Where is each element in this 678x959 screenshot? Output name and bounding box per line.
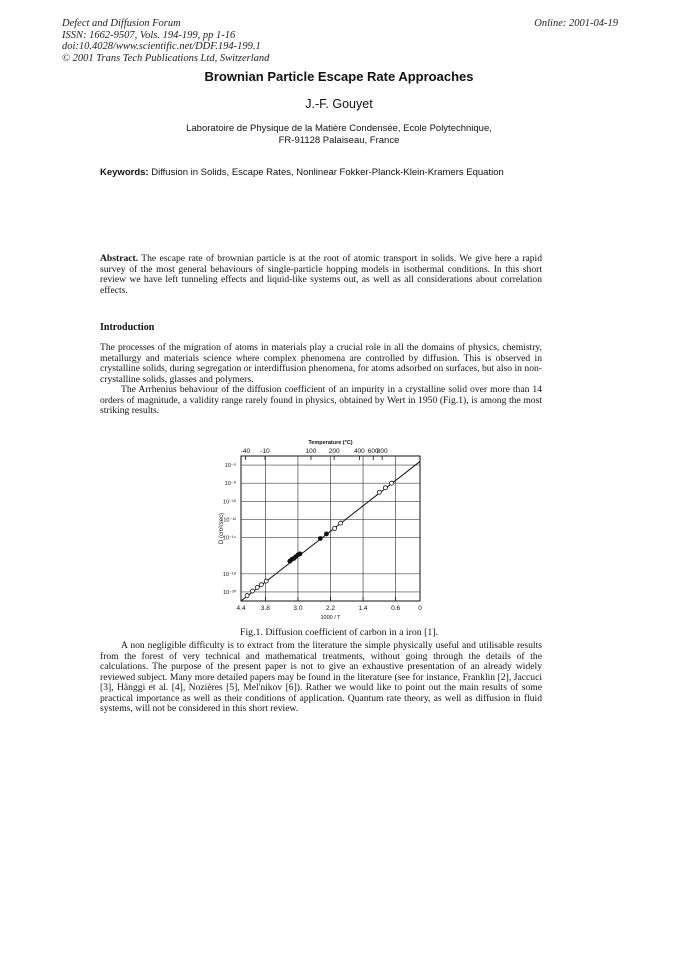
abstract-label: Abstract. <box>100 253 139 264</box>
data-point <box>250 589 254 593</box>
data-point <box>383 486 387 490</box>
y-tick-label: 10⁻¹⁰ <box>222 499 236 506</box>
data-point <box>339 521 343 525</box>
diffusion-chart <box>196 438 436 624</box>
intro-paragraph-3: A non negligible difficulty is to extract from the literature the simple physically useful and utilisable results from the forest of very technical and mathematical treatments, without going through the details of the calculations. The purpose of the present paper is not to give an exhaustive presentation of an already widely reviewed subject. Many more detailed papers may be found in the literature (see for instance, Franklin [2], Jaccuci [3], Hänggi et al. [4], Nozières [5], Mel'nikov [6]). Rather we would like to point out the main results of some practical importance as well as their conditions of application. Quantum rate theory, as well as diffusion in fluid systems, will not be considered in this short review. <box>100 640 542 714</box>
x-tick-label: 2.2 <box>325 605 336 612</box>
online-date: Online: 2001-04-19 <box>534 18 618 29</box>
intro-paragraph-2: The Arrhenius behaviour of the diffusion coefficient of an impurity in a crystalline solid over more than 14 orders of magnitude, a validity range rarely found in physics, obtained by Wert in 1950 (Fig.1), is among the most striking results. <box>100 384 542 416</box>
top-tick-label: 200 <box>328 448 340 455</box>
x-tick-label: 0.6 <box>391 605 401 612</box>
x-tick-label: 3.0 <box>293 605 303 612</box>
paper-title: Brownian Particle Escape Rate Approaches <box>204 69 474 84</box>
data-point <box>390 481 394 485</box>
section-heading-introduction: Introduction <box>100 322 155 333</box>
top-tick-label: -40 <box>240 448 251 455</box>
data-point <box>324 532 328 536</box>
y-axis-label: D (cm²/sec) <box>219 513 225 544</box>
top-tick-label: 100 <box>305 448 317 455</box>
data-point <box>377 490 381 494</box>
intro-paragraph-1: The processes of the migration of atoms in materials play a crucial role in all the domains of physics, chemistry, metallurgy and materials science where complex phenomena are controlled by diffusion. This is observed in crystalline solids, during segregation or interdiffusion phenomena, for atoms adsorbed on surfaces, but also in non-crystalline solids, glasses and polymers. <box>100 342 542 385</box>
y-tick-label: 10⁻²⁰ <box>222 589 236 596</box>
data-point <box>298 552 302 556</box>
journal-name: Defect and Diffusion Forum <box>62 18 181 29</box>
keywords <box>100 167 580 178</box>
top-tick-label: 400 <box>353 448 365 455</box>
data-point <box>264 579 268 583</box>
top-axis-label: Temperature (°C) <box>308 440 353 446</box>
data-point <box>318 536 322 540</box>
copyright-line: © 2001 Trans Tech Publications Ltd, Switzerland <box>62 52 270 64</box>
top-tick-label: -10 <box>260 448 270 455</box>
x-tick-label: 4.4 <box>236 605 246 612</box>
author-name: J.-F. Gouyet <box>305 97 373 111</box>
keywords-text: Diffusion in Solids, Escape Rates, Nonlinear Fokker-Planck-Klein-Kramers Equation <box>151 167 504 178</box>
figure-caption: Fig.1. Diffusion coefficient of carbon in a iron [1]. <box>240 627 438 638</box>
data-point <box>333 527 337 531</box>
y-tick-label: 10⁻⁸ <box>224 481 236 488</box>
affiliation-line-1: Laboratoire de Physique de la Matière Condensée, Ecole Polytechnique, <box>186 123 492 134</box>
y-tick-label: 10⁻⁶ <box>224 463 236 470</box>
journal-header <box>62 18 269 64</box>
y-tick-label: 10⁻¹² <box>223 517 236 524</box>
doi-link[interactable]: doi:10.4028/www.scientific.net/DDF.194-199.1 <box>62 41 261 52</box>
keywords-label: Keywords: <box>100 167 149 178</box>
top-tick-label: 800 <box>376 448 388 455</box>
x-axis-label: 1000 / T <box>320 615 341 621</box>
y-tick-label: 10⁻¹⁴ <box>222 535 236 542</box>
data-point <box>259 583 263 587</box>
x-tick-label: 3.8 <box>260 605 270 612</box>
x-tick-label: 0 <box>418 605 422 612</box>
y-tick-label: 10⁻¹⁸ <box>222 571 236 578</box>
abstract-text: The escape rate of brownian particle is at the root of atomic transport in solids. We give here a rapid survey of the most general behaviours of single-particle hopping models in isothermal conditions. In this short review we have left tunneling effects and liquid-like systems out, as well as all considerations about correlation effects. <box>100 253 542 296</box>
issn-line: ISSN: 1662-9507, Vols. 194-199, pp 1-16 <box>62 29 236 41</box>
affiliation-line-2: FR-91128 Palaiseau, France <box>278 135 400 146</box>
intro-paragraphs <box>100 343 542 417</box>
abstract <box>100 254 542 296</box>
x-tick-label: 1.4 <box>358 605 368 612</box>
top-tick-label: 600 <box>367 448 379 455</box>
data-point <box>255 585 259 589</box>
affiliation <box>0 123 678 147</box>
data-point <box>245 594 249 598</box>
